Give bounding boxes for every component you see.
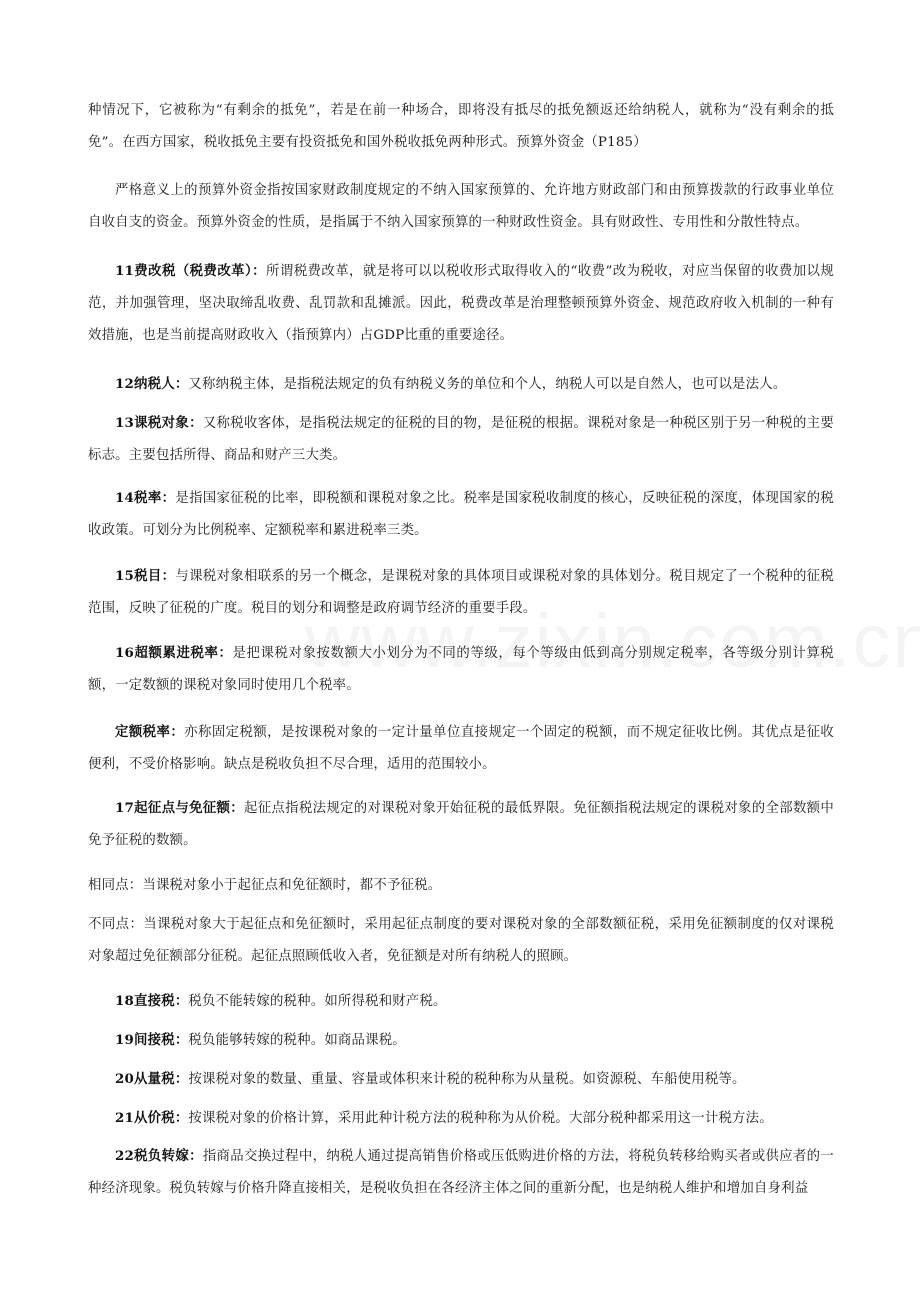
term-title: 税目： xyxy=(134,568,176,584)
term-title: 纳税人： xyxy=(134,376,189,392)
paragraph-text: 是指国家征税的比率，即税额和课税对象之比。税率是国家税收制度的核心，反映征税的深度，体现国家的税收政策。可划分为比例税率、定额税率和累进税率三类。 xyxy=(88,491,834,538)
paragraph-text: 按课税对象的价格计算，采用此种计税方法的税种称为从价税。大部分税种都采用这一计税方法。 xyxy=(188,1111,773,1126)
paragraph-text: 按课税对象的数量、重量、容量或体积来计税的税种称为从量税。如资源税、车船使用税等。 xyxy=(188,1072,746,1087)
term-title: 课税对象： xyxy=(134,415,203,431)
paragraph-11 xyxy=(88,255,834,352)
paragraph-text: 是把课税对象按数额大小划分为不同的等级，每个等级由低到高分别规定税率，各等级分别计算税额，一定数额的课税对象同时使用几个税率。 xyxy=(88,646,834,693)
paragraph-17 xyxy=(88,792,834,857)
term-number: 19 xyxy=(115,1032,135,1048)
term-number: 16 xyxy=(115,645,135,661)
paragraph-text: 税负能够转嫁的税种。如商品课税。 xyxy=(188,1033,406,1048)
paragraph-fixed-rate xyxy=(88,716,834,781)
paragraph-text: 与课税对象相联系的另一个概念，是课税对象的具体项目或课税对象的具体划分。税目规定了一个税种的征税范围，反映了征税的广度。税目的划分和调整是政府调节经济的重要手段。 xyxy=(88,569,834,616)
paragraph-12 xyxy=(88,368,834,401)
term-number: 13 xyxy=(115,415,135,431)
term-title: 从量税： xyxy=(134,1071,189,1087)
paragraph-text: 相同点：当课税对象小于起征点和免征额时，都不予征税。 xyxy=(88,878,442,893)
paragraph-15 xyxy=(88,560,834,625)
paragraph-21 xyxy=(88,1102,834,1135)
term-title: 超额累进税率： xyxy=(134,645,233,661)
term-number: 21 xyxy=(115,1110,135,1126)
paragraph-text: 严格意义上的预算外资金指按国家财政制度规定的不纳入国家预算的、允许地方财政部门和由预算拨款的行政事业单位自收自支的资金。预算外资金的性质，是指属于不纳入国家预算的一种财政性资金。具有财政性、专用性和分散性特点。 xyxy=(88,183,834,230)
term-number: 11 xyxy=(115,263,135,279)
paragraph-continuation xyxy=(88,95,834,159)
term-title: 直接税： xyxy=(134,993,189,1009)
paragraph-19 xyxy=(88,1024,834,1057)
term-title: 起征点与免征额： xyxy=(134,800,244,816)
paragraph-text: 税负不能转嫁的税种。如所得税和财产税。 xyxy=(188,994,447,1009)
term-title: 税负转嫁： xyxy=(134,1148,203,1164)
term-number: 14 xyxy=(115,490,135,506)
paragraph-16 xyxy=(88,637,834,702)
paragraph-text: 又称税收客体，是指税法规定的征税的目的物，是征税的根据。课税对象是一种税区别于另一种税的主要标志。主要包括所得、商品和财产三大类。 xyxy=(88,416,835,463)
term-number: 15 xyxy=(115,568,135,584)
term-title: 费改税（税费改革）： xyxy=(134,263,267,279)
paragraph-text: 亦称固定税额，是按课税对象的一定计量单位直接规定一个固定的税额，而不规定征收比例。其优点是征收便利，不受价格影响。缺点是税收负担不尽合理，适用的范围较小。 xyxy=(88,725,835,772)
paragraph-22 xyxy=(88,1140,834,1205)
paragraph-similarity xyxy=(88,870,834,902)
term-number: 20 xyxy=(115,1071,135,1087)
term-number: 17 xyxy=(115,800,135,816)
term-number: 22 xyxy=(115,1148,135,1164)
paragraph-text: 起征点指税法规定的对课税对象开始征税的最低界限。免征额指税法规定的课税对象的全部数额中免予征税的数额。 xyxy=(88,801,834,848)
term-number: 18 xyxy=(115,993,135,1009)
paragraph-18 xyxy=(88,985,834,1018)
paragraph-text: 又称纳税主体，是指税法规定的负有纳税义务的单位和个人，纳税人可以是自然人，也可以是法人。 xyxy=(188,377,787,392)
paragraph-13 xyxy=(88,407,834,472)
term-title: 间接税： xyxy=(134,1032,189,1048)
term-title: 从价税： xyxy=(134,1110,189,1126)
paragraph-text: 指商品交换过程中，纳税人通过提高销售价格或压低购进价格的方法，将税负转移给购买者或供应者的一种经济现象。税负转嫁与价格升降直接相关，是税收负担在各经济主体之间的重新分配，也是纳税人维护和增加自身利益 xyxy=(88,1149,835,1196)
term-number: 12 xyxy=(115,376,135,392)
paragraph-text: 不同点：当课税对象大于起征点和免征额时，采用起征点制度的要对课税对象的全部数额征税，采用免征额制度的仅对课税对象超过免征额部分征税。起征点照顾低收入者，免征额是对所有纳税人的照顾。 xyxy=(88,917,834,964)
paragraph-14 xyxy=(88,482,834,547)
term-title: 税率： xyxy=(134,490,176,506)
paragraph-text: 所谓税费改革，就是将可以以税收形式取得收入的“收费”改为税收，对应当保留的收费加以规范，并加强管理，坚决取缔乱收费、乱罚款和乱摊派。因此，税费改革是治理整顿预算外资金、规范政府收入机制的一种有效措施，也是当前提高财政收入（指预算内）占GDP比重的重要途径。 xyxy=(88,264,834,343)
term-title: 定额税率： xyxy=(115,724,185,740)
paragraph-20 xyxy=(88,1063,834,1096)
paragraph-extrabudget xyxy=(88,175,834,239)
paragraph-text: 种情况下，它被称为“有剩余的抵免”，若是在前一种场合，即将没有抵尽的抵免额返还给纳税人，就称为“没有剩余的抵免”。在西方国家，税收抵免主要有投资抵免和国外税收抵免两种形式。预算外资金（P185） xyxy=(88,103,834,150)
paragraph-difference xyxy=(88,909,834,973)
